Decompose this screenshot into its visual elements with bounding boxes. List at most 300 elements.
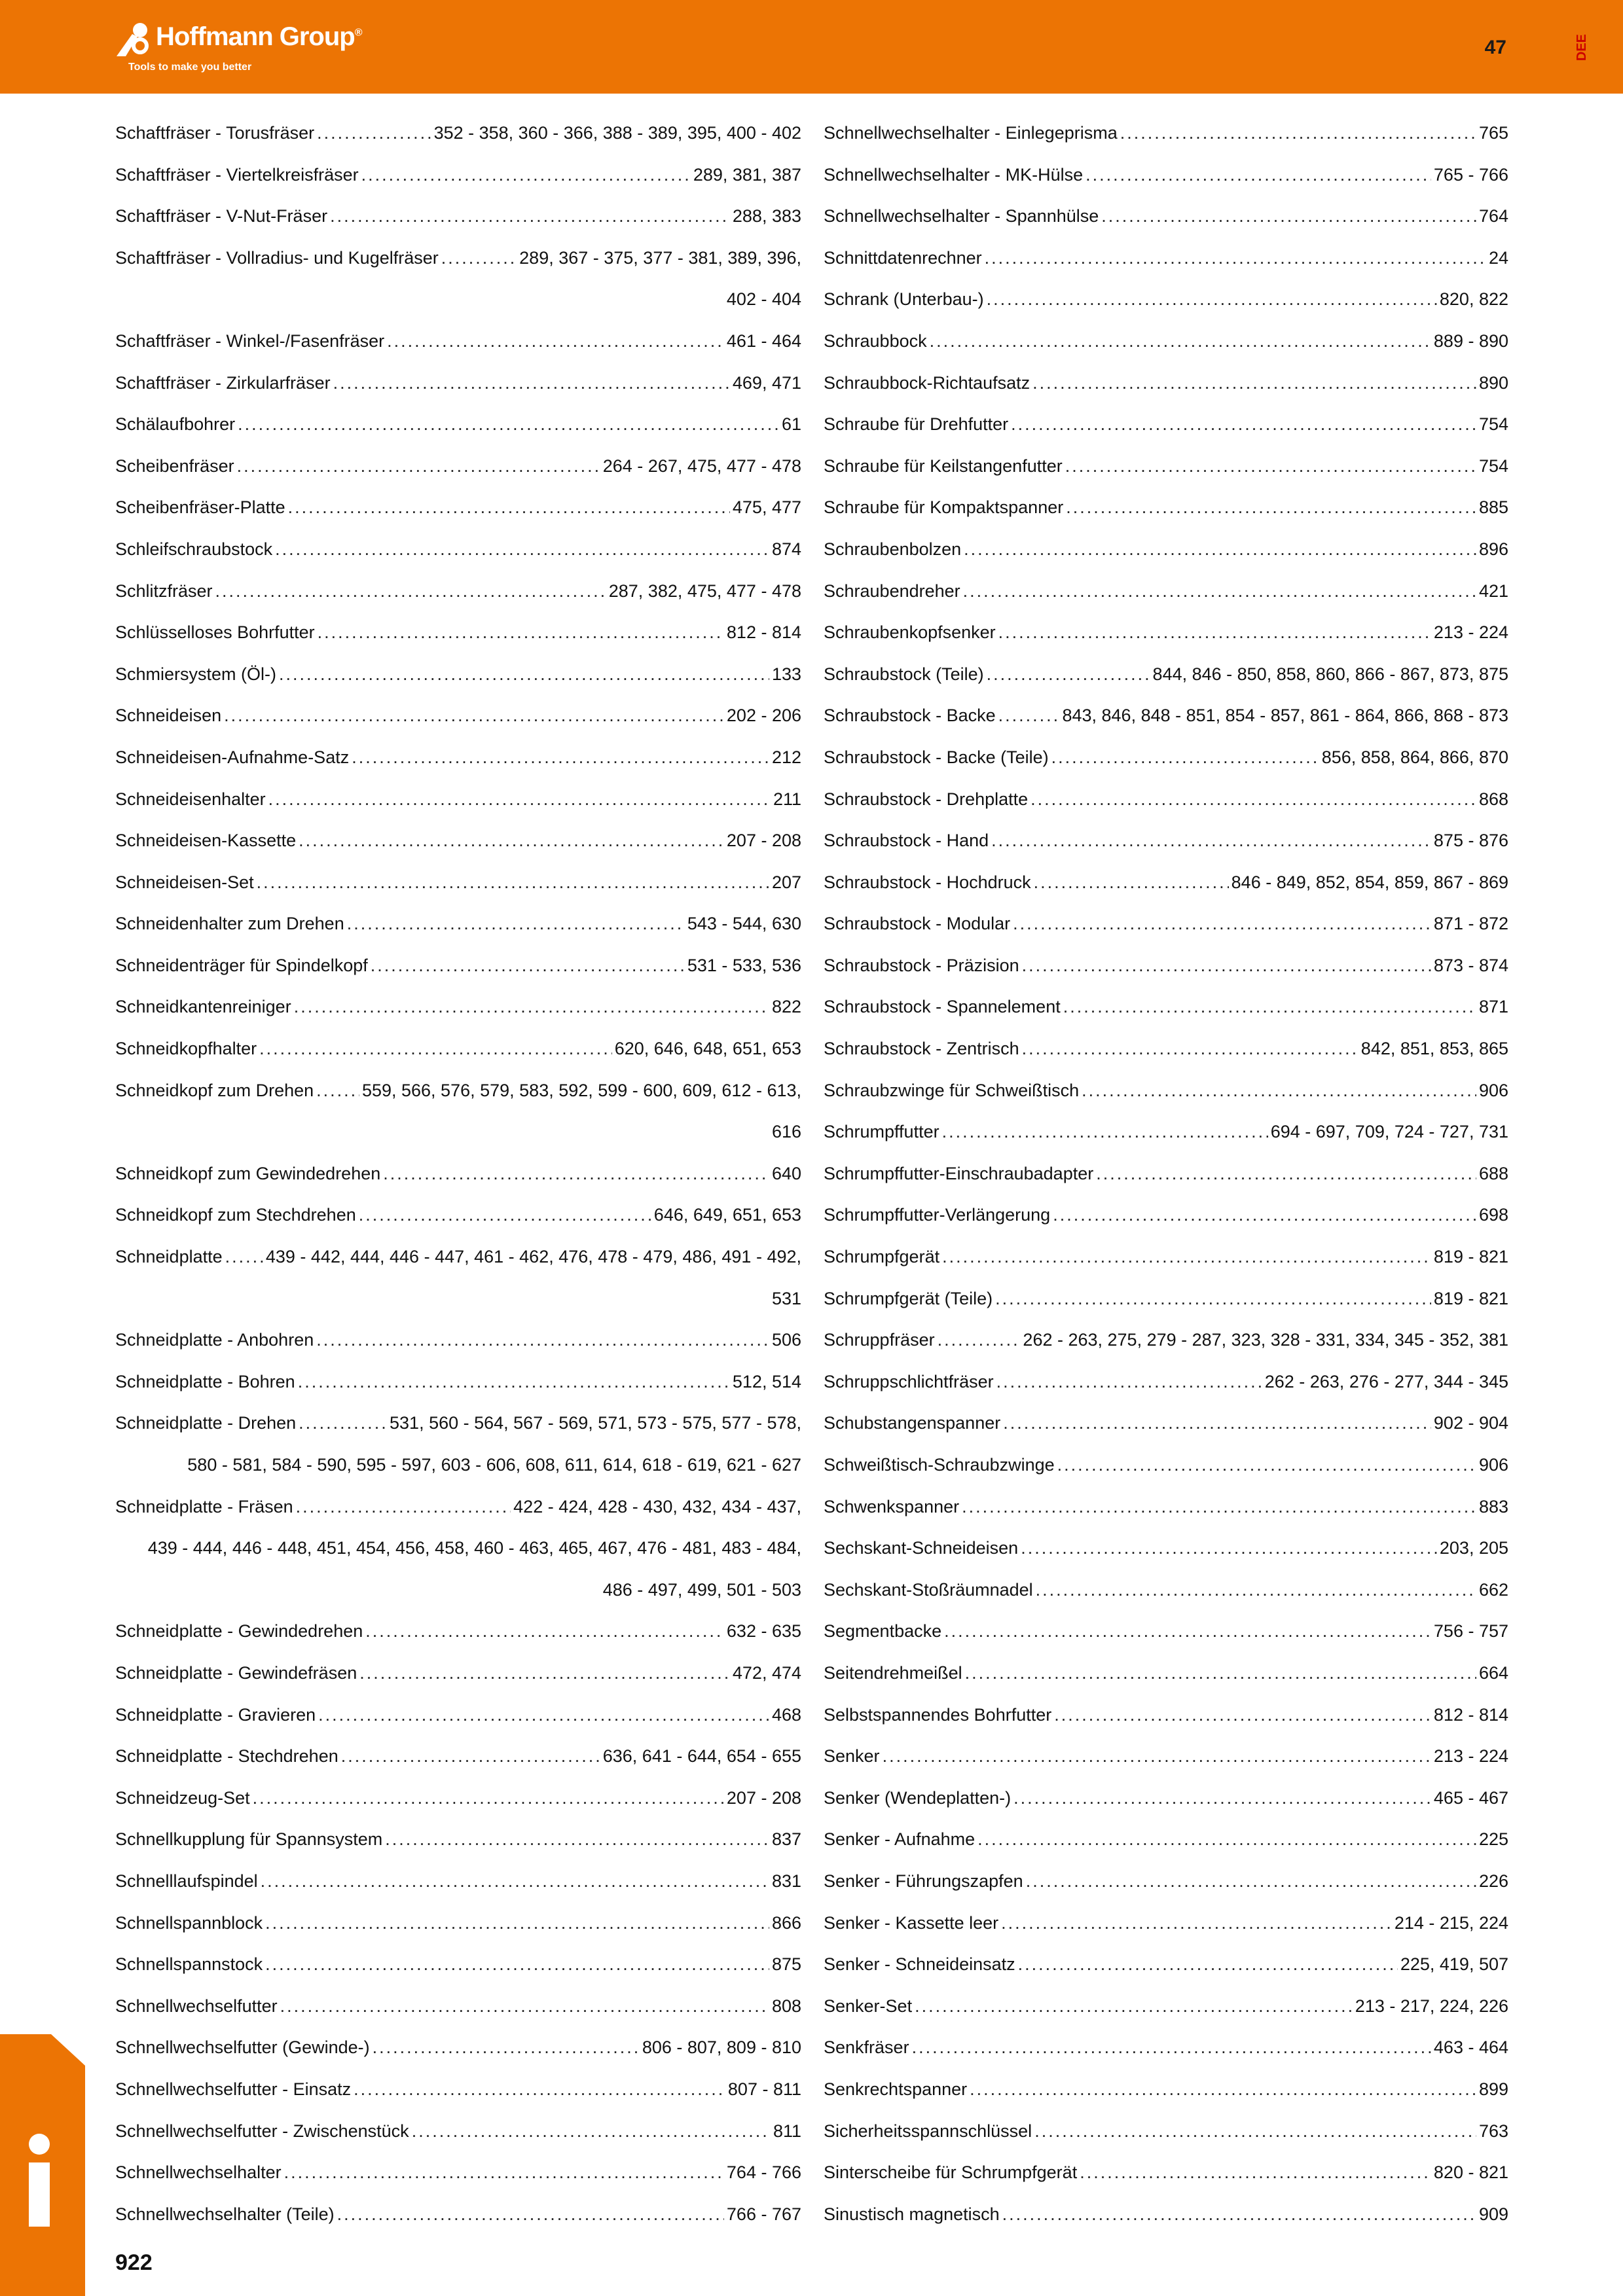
leader-dots bbox=[1036, 1570, 1476, 1611]
entry-term: Schneidkopf zum Gewindedrehen bbox=[115, 1163, 381, 1183]
entry-pages: 764 bbox=[1478, 206, 1508, 226]
entry-pages: 906 bbox=[1478, 1455, 1508, 1475]
leader-dots bbox=[1053, 1194, 1476, 1236]
entry-term: Schraubbock-Richtaufsatz bbox=[824, 372, 1030, 393]
leader-dots bbox=[987, 654, 1150, 696]
entry-term: Schraubstock - Spannelement bbox=[824, 997, 1061, 1017]
index-entry bbox=[824, 196, 1508, 238]
entry-term: Schnellwechselhalter bbox=[115, 2162, 282, 2183]
entry-term: Schaftfräser - Viertelkreisfräser bbox=[115, 164, 359, 185]
entry-pages: 909 bbox=[1478, 2204, 1508, 2224]
leader-dots bbox=[964, 529, 1476, 571]
entry-term: Schneidplatte - Gewindefräsen bbox=[115, 1662, 357, 1683]
index-entry bbox=[824, 404, 1508, 446]
index-entry bbox=[824, 238, 1508, 279]
entry-pages: 871 - 872 bbox=[1433, 914, 1508, 934]
entry-term: Schaftfräser - Torusfräser bbox=[115, 123, 315, 143]
brand-logo[interactable] bbox=[115, 18, 390, 79]
leader-dots bbox=[373, 2027, 640, 2069]
page-number: 922 bbox=[115, 2250, 153, 2275]
entry-pages: 765 bbox=[1478, 123, 1508, 143]
entry-pages: 866 bbox=[771, 1912, 801, 1933]
leader-dots bbox=[299, 820, 724, 862]
leader-dots bbox=[341, 1736, 600, 1778]
index-entry bbox=[115, 1736, 801, 1778]
entry-pages: 226 bbox=[1478, 1871, 1508, 1891]
entry-term: Senkfräser bbox=[824, 2037, 909, 2058]
leader-dots bbox=[279, 654, 769, 696]
entry-term: Schraubstock (Teile) bbox=[824, 664, 984, 684]
entry-pages: 875 - 876 bbox=[1433, 831, 1508, 851]
index-entry-continuation bbox=[115, 1528, 801, 1570]
entry-term: Schneidenhalter zum Drehen bbox=[115, 914, 344, 934]
index-entry bbox=[824, 1903, 1508, 1945]
entry-term: Schlitzfräser bbox=[115, 581, 213, 601]
entry-term: Schneidkopf zum Stechdrehen bbox=[115, 1205, 356, 1225]
hoffmann-logo-icon bbox=[115, 21, 155, 58]
leader-dots bbox=[1054, 1695, 1431, 1736]
entry-pages: 468 bbox=[771, 1704, 801, 1725]
leader-dots bbox=[365, 1611, 724, 1653]
index-entry bbox=[824, 1653, 1508, 1695]
entry-term: Schraubbock bbox=[824, 331, 927, 351]
leader-dots bbox=[280, 1986, 769, 2028]
leader-dots bbox=[259, 1028, 612, 1070]
entry-term: Senker - Führungszapfen bbox=[824, 1871, 1023, 1891]
leader-dots bbox=[1001, 1903, 1392, 1945]
index-entry bbox=[824, 695, 1508, 737]
leader-dots bbox=[383, 1153, 769, 1195]
entry-pages: 463 - 464 bbox=[1433, 2037, 1508, 2058]
entry-pages: 262 - 263, 276 - 277, 344 - 345 bbox=[1264, 1371, 1508, 1391]
entry-term: Schrumpfgerät bbox=[824, 1247, 940, 1267]
leader-dots bbox=[1065, 446, 1476, 488]
entry-pages: 469, 471 bbox=[732, 372, 801, 393]
entry-term: Sechskant-Stoßräumnadel bbox=[824, 1579, 1033, 1600]
entry-term: Schraubenkopfsenker bbox=[824, 622, 996, 643]
info-i-icon bbox=[10, 2134, 69, 2232]
leader-dots bbox=[1101, 196, 1476, 238]
index-entry bbox=[115, 154, 801, 196]
entry-pages: 288, 383 bbox=[732, 206, 801, 226]
entry-pages: 632 - 635 bbox=[726, 1621, 801, 1641]
entry-pages: 512, 514 bbox=[732, 1371, 801, 1391]
leader-dots bbox=[275, 529, 769, 571]
entry-term: Schneidkopf zum Drehen bbox=[115, 1080, 314, 1100]
entry-term: Scheibenfräser-Platte bbox=[115, 497, 285, 518]
entry-pages: 486 - 497, 499, 501 - 503 bbox=[602, 1579, 801, 1600]
index-entry bbox=[824, 154, 1508, 196]
entry-pages: 422 - 424, 428 - 430, 432, 434 - 437, bbox=[513, 1496, 801, 1516]
index-entry bbox=[824, 820, 1508, 862]
index-entry-continuation bbox=[115, 1570, 801, 1611]
leader-dots bbox=[1034, 2111, 1476, 2153]
leader-dots bbox=[317, 113, 431, 154]
entry-term: Schaftfräser - Zirkularfräser bbox=[115, 372, 331, 393]
index-entry bbox=[824, 1361, 1508, 1403]
leader-dots bbox=[977, 1819, 1476, 1861]
entry-pages: 214 - 215, 224 bbox=[1394, 1912, 1508, 1933]
entry-pages: 213 - 217, 224, 226 bbox=[1355, 1996, 1508, 2016]
entry-term: Schälaufbohrer bbox=[115, 414, 236, 435]
leader-dots bbox=[385, 1819, 769, 1861]
leader-dots bbox=[261, 1861, 769, 1903]
entry-pages: 846 - 849, 852, 854, 859, 867 - 869 bbox=[1231, 872, 1508, 892]
entry-term: Schrumpffutter-Verlängerung bbox=[824, 1205, 1051, 1225]
leader-dots bbox=[318, 612, 724, 654]
entry-term: Sinustisch magnetisch bbox=[824, 2204, 1000, 2224]
index-entry bbox=[824, 321, 1508, 363]
index-entry bbox=[824, 1278, 1508, 1320]
leader-dots bbox=[1013, 1778, 1431, 1820]
leader-dots bbox=[359, 1653, 730, 1695]
leader-dots bbox=[387, 321, 724, 363]
entry-pages: 763 bbox=[1478, 2121, 1508, 2141]
entry-pages: 754 bbox=[1478, 456, 1508, 476]
index-entry bbox=[115, 1236, 801, 1278]
entry-term: Schraubendreher bbox=[824, 581, 960, 601]
leader-dots bbox=[944, 1611, 1431, 1653]
leader-dots bbox=[1051, 737, 1319, 779]
index-entry bbox=[824, 1986, 1508, 2028]
index-entry-continuation bbox=[115, 1111, 801, 1153]
entry-term: Schraubstock - Hochdruck bbox=[824, 872, 1031, 892]
leader-dots bbox=[938, 1319, 1021, 1361]
entry-pages: 890 bbox=[1478, 372, 1508, 393]
entry-term: Schruppfräser bbox=[824, 1330, 935, 1350]
entry-pages: 764 - 766 bbox=[726, 2162, 801, 2183]
index-entry bbox=[115, 1653, 801, 1695]
leader-dots bbox=[883, 1736, 1431, 1778]
entry-term: Schaftfräser - V-Nut-Fräser bbox=[115, 206, 328, 226]
leader-dots bbox=[253, 1778, 724, 1820]
leader-dots bbox=[1063, 986, 1476, 1028]
index-entry bbox=[115, 2152, 801, 2194]
index-entry bbox=[115, 196, 801, 238]
index-entry bbox=[824, 945, 1508, 987]
entry-term: Schneideisen bbox=[115, 706, 222, 726]
entry-term: Scheibenfräser bbox=[115, 456, 234, 476]
entry-term: Schneidplatte - Anbohren bbox=[115, 1330, 314, 1350]
index-entry bbox=[824, 779, 1508, 821]
entry-term: Schmiersystem (Öl-) bbox=[115, 664, 277, 684]
entry-term: Schnelllaufspindel bbox=[115, 1871, 258, 1891]
entry-term: Schneideisen-Kassette bbox=[115, 831, 297, 851]
leader-dots bbox=[284, 2152, 724, 2194]
index-entry bbox=[824, 2111, 1508, 2153]
entry-pages: 896 bbox=[1478, 539, 1508, 559]
index-entry bbox=[115, 695, 801, 737]
index-entry bbox=[115, 1778, 801, 1820]
index-entry bbox=[824, 1153, 1508, 1195]
entry-term: Schaftfräser - Vollradius- und Kugelfräser bbox=[115, 247, 439, 268]
entry-term: Schnellspannstock bbox=[115, 1954, 263, 1975]
entry-term: Schnellwechselhalter - Einlegeprisma bbox=[824, 123, 1118, 143]
entry-term: Sicherheitsspannschlüssel bbox=[824, 2121, 1032, 2141]
index-entry bbox=[115, 737, 801, 779]
entry-term: Senker-Set bbox=[824, 1996, 913, 2016]
leader-dots bbox=[991, 820, 1431, 862]
entry-term: Schneidkantenreiniger bbox=[115, 997, 291, 1017]
entry-term: Sechskant-Schneideisen bbox=[824, 1538, 1019, 1558]
entry-pages: 531, 560 - 564, 567 - 569, 571, 573 - 575, 577 - 578, bbox=[390, 1413, 801, 1433]
index-entry bbox=[824, 1444, 1508, 1486]
entry-pages: 616 bbox=[771, 1122, 801, 1142]
entry-term: Schubstangenspanner bbox=[824, 1413, 1001, 1433]
entry-pages: 899 bbox=[1478, 2079, 1508, 2099]
entry-pages: 694 - 697, 709, 724 - 727, 731 bbox=[1270, 1122, 1508, 1142]
leader-dots bbox=[296, 1486, 511, 1528]
index-entry bbox=[115, 571, 801, 613]
entry-term: Schneidzeug-Set bbox=[115, 1787, 250, 1808]
index-entry bbox=[115, 945, 801, 987]
leader-dots bbox=[1082, 1070, 1476, 1112]
leader-dots bbox=[441, 238, 517, 279]
entry-term: Schraubenbolzen bbox=[824, 539, 962, 559]
entry-term: Schraubstock - Hand bbox=[824, 831, 989, 851]
index-entry bbox=[115, 1819, 801, 1861]
entry-term: Schneideisen-Set bbox=[115, 872, 254, 892]
entry-pages: 819 - 821 bbox=[1433, 1288, 1508, 1308]
leader-dots bbox=[371, 945, 685, 987]
index-entry bbox=[824, 1403, 1508, 1444]
index-entry-continuation bbox=[115, 279, 801, 321]
index-entry bbox=[115, 654, 801, 696]
entry-term: Schraubstock - Modular bbox=[824, 914, 1011, 934]
leader-dots bbox=[963, 571, 1476, 613]
entry-pages: 885 bbox=[1478, 497, 1508, 518]
index-entry bbox=[115, 1403, 801, 1444]
entry-pages: 640 bbox=[771, 1163, 801, 1183]
leader-dots bbox=[1018, 1944, 1398, 1986]
entry-term: Schrumpffutter-Einschraubadapter bbox=[824, 1163, 1094, 1183]
entry-pages: 806 - 807, 809 - 810 bbox=[642, 2037, 801, 2058]
entry-pages: 475, 477 bbox=[732, 497, 801, 518]
index-entry bbox=[824, 612, 1508, 654]
entry-pages: 202 - 206 bbox=[726, 706, 801, 726]
index-entry bbox=[824, 113, 1508, 154]
leader-dots bbox=[215, 571, 606, 613]
index-entry bbox=[115, 238, 801, 279]
index-entry bbox=[824, 529, 1508, 571]
leader-dots bbox=[359, 1194, 651, 1236]
entry-pages: 646, 649, 651, 653 bbox=[653, 1205, 801, 1225]
entry-pages: 662 bbox=[1478, 1579, 1508, 1600]
entry-pages: 439 - 442, 444, 446 - 447, 461 - 462, 476, 478 - 479, 486, 491 - 492, bbox=[265, 1247, 801, 1267]
index-entry bbox=[115, 1028, 801, 1070]
index-entry bbox=[824, 1861, 1508, 1903]
entry-pages: 883 bbox=[1478, 1496, 1508, 1516]
leader-dots bbox=[361, 154, 691, 196]
leader-dots bbox=[970, 2069, 1476, 2111]
index-entry bbox=[824, 862, 1508, 904]
leader-dots bbox=[224, 695, 724, 737]
entry-pages: 765 - 766 bbox=[1433, 164, 1508, 185]
leader-dots bbox=[225, 1236, 263, 1278]
index-entry bbox=[824, 2069, 1508, 2111]
index-entry bbox=[115, 1861, 801, 1903]
leader-dots bbox=[942, 1236, 1431, 1278]
entry-pages: 559, 566, 576, 579, 583, 592, 599 - 600, 609, 612 - 613, bbox=[361, 1080, 801, 1100]
leader-dots bbox=[996, 1361, 1262, 1403]
entry-pages: 213 - 224 bbox=[1433, 1746, 1508, 1767]
leader-dots bbox=[1022, 1028, 1359, 1070]
index-entry bbox=[824, 1028, 1508, 1070]
leader-dots bbox=[412, 2111, 771, 2153]
index-entry bbox=[824, 1570, 1508, 1611]
index-entry bbox=[824, 737, 1508, 779]
index-entry bbox=[824, 1736, 1508, 1778]
index-entry bbox=[824, 986, 1508, 1028]
leader-dots bbox=[316, 1319, 769, 1361]
index-entry bbox=[824, 2152, 1508, 2194]
index-entry bbox=[115, 1319, 801, 1361]
leader-dots bbox=[987, 279, 1437, 321]
leader-dots bbox=[1022, 945, 1431, 987]
index-entry bbox=[115, 2111, 801, 2153]
entry-term: Schnellwechselhalter - Spannhülse bbox=[824, 206, 1099, 226]
entry-pages: 812 - 814 bbox=[1433, 1704, 1508, 1725]
leader-dots bbox=[1120, 113, 1476, 154]
leader-dots bbox=[995, 1278, 1431, 1320]
index-entry bbox=[115, 113, 801, 154]
entry-pages: 580 - 581, 584 - 590, 595 - 597, 603 - 606, 608, 611, 614, 618 - 619, 621 - 627 bbox=[187, 1455, 801, 1475]
leader-dots bbox=[316, 1070, 359, 1112]
entry-term: Seitendrehmeißel bbox=[824, 1662, 962, 1683]
entry-pages: 811 bbox=[773, 2121, 801, 2141]
leader-dots bbox=[1034, 862, 1229, 904]
leader-dots bbox=[1002, 2194, 1476, 2236]
leader-dots bbox=[1030, 779, 1476, 821]
entry-pages: 808 bbox=[771, 1996, 801, 2016]
index-entry bbox=[115, 986, 801, 1028]
entry-term: Schneidplatte - Stechdrehen bbox=[115, 1746, 338, 1767]
entry-pages: 207 bbox=[771, 872, 801, 892]
entry-term: Senker - Kassette leer bbox=[824, 1912, 999, 1933]
leader-dots bbox=[299, 1403, 387, 1444]
entry-term: Schneidplatte - Gewindedrehen bbox=[115, 1621, 363, 1641]
entry-term: Schraubstock - Präzision bbox=[824, 955, 1019, 975]
leader-dots bbox=[965, 1653, 1476, 1695]
index-entry bbox=[824, 1319, 1508, 1361]
entry-pages: 822 bbox=[771, 997, 801, 1017]
entry-pages: 831 bbox=[771, 1871, 801, 1891]
index-entry bbox=[824, 1778, 1508, 1820]
entry-term: Schlüsselloses Bohrfutter bbox=[115, 622, 315, 643]
entry-pages: 698 bbox=[1478, 1205, 1508, 1225]
index-entry bbox=[115, 862, 801, 904]
index-entry bbox=[824, 1695, 1508, 1736]
entry-pages: 531 - 533, 536 bbox=[687, 955, 801, 975]
index-entry bbox=[824, 487, 1508, 529]
entry-pages: 289, 367 - 375, 377 - 381, 389, 396, bbox=[519, 247, 801, 268]
index-column-left bbox=[115, 113, 801, 2235]
index-entry bbox=[115, 1944, 801, 1986]
entry-term: Senker bbox=[824, 1746, 880, 1767]
entry-term: Senker - Schneideinsatz bbox=[824, 1954, 1015, 1975]
leader-dots bbox=[1021, 1528, 1437, 1570]
entry-term: Schnellwechselhalter (Teile) bbox=[115, 2204, 335, 2224]
index-entry bbox=[115, 363, 801, 404]
leader-dots bbox=[942, 1111, 1268, 1153]
index-entry bbox=[115, 2069, 801, 2111]
entry-term: Schraubzwinge für Schweißtisch bbox=[824, 1080, 1080, 1100]
leader-dots bbox=[985, 238, 1486, 279]
entry-term: Schleifschraubstock bbox=[115, 539, 273, 559]
index-entry bbox=[824, 363, 1508, 404]
entry-term: Schneidkopfhalter bbox=[115, 1039, 257, 1059]
brand-name: Hoffmann Group® bbox=[156, 22, 362, 51]
entry-term: Schraube für Kompaktspanner bbox=[824, 497, 1064, 518]
entry-pages: 842, 851, 853, 865 bbox=[1360, 1039, 1508, 1059]
index-entry bbox=[115, 1903, 801, 1945]
index-entry bbox=[115, 1695, 801, 1736]
index-entry bbox=[824, 903, 1508, 945]
entry-pages: 24 bbox=[1488, 247, 1508, 268]
index-entry bbox=[115, 779, 801, 821]
entry-pages: 820, 822 bbox=[1439, 289, 1508, 310]
leader-dots bbox=[354, 2069, 725, 2111]
entry-pages: 287, 382, 475, 477 - 478 bbox=[608, 581, 801, 601]
entry-pages: 421 bbox=[1478, 581, 1508, 601]
leader-dots bbox=[962, 1486, 1476, 1528]
leader-dots bbox=[1013, 903, 1431, 945]
entry-term: Schnittdatenrechner bbox=[824, 247, 982, 268]
leader-dots bbox=[1003, 1403, 1431, 1444]
entry-pages: 807 - 811 bbox=[727, 2079, 801, 2099]
leader-dots bbox=[347, 903, 685, 945]
entry-pages: 875 bbox=[771, 1954, 801, 1975]
header-page-number: 47 bbox=[1484, 37, 1506, 58]
entry-term: Schwenkspanner bbox=[824, 1496, 960, 1516]
entry-pages: 871 bbox=[1478, 997, 1508, 1017]
entry-pages: 402 - 404 bbox=[726, 289, 801, 310]
leader-dots bbox=[330, 196, 730, 238]
entry-term: Schraube für Keilstangenfutter bbox=[824, 456, 1063, 476]
index-entry bbox=[115, 321, 801, 363]
leader-dots bbox=[257, 862, 769, 904]
language-code: DEE bbox=[1575, 34, 1589, 62]
index-entry bbox=[115, 1486, 801, 1528]
entry-pages: 461 - 464 bbox=[726, 331, 801, 351]
entry-pages: 889 - 890 bbox=[1433, 331, 1508, 351]
entry-pages: 211 bbox=[773, 789, 801, 809]
entry-term: Schnellwechselfutter (Gewinde-) bbox=[115, 2037, 370, 2058]
entry-pages: 843, 846, 848 - 851, 854 - 857, 861 - 864, 866, 868 - 873 bbox=[1062, 706, 1508, 726]
index-entry bbox=[824, 446, 1508, 488]
index-entry bbox=[824, 654, 1508, 696]
entry-term: Senkrechtspanner bbox=[824, 2079, 968, 2099]
entry-term: Schraube für Drehfutter bbox=[824, 414, 1009, 435]
index-entry bbox=[824, 1194, 1508, 1236]
entry-term: Schnellwechselfutter - Zwischenstück bbox=[115, 2121, 409, 2141]
leader-dots bbox=[333, 363, 730, 404]
entry-term: Schneidenträger für Spindelkopf bbox=[115, 955, 368, 975]
entry-pages: 873 - 874 bbox=[1433, 955, 1508, 975]
entry-term: Schraubstock - Drehplatte bbox=[824, 789, 1029, 809]
entry-pages: 289, 381, 387 bbox=[693, 164, 801, 185]
index-entry bbox=[115, 529, 801, 571]
entry-pages: 213 - 224 bbox=[1433, 622, 1508, 643]
index-entry bbox=[824, 1944, 1508, 1986]
leader-dots bbox=[237, 446, 600, 488]
entry-pages: 856, 858, 864, 866, 870 bbox=[1321, 747, 1508, 767]
index-entry bbox=[824, 1111, 1508, 1153]
entry-pages: 61 bbox=[781, 414, 801, 435]
index-entry bbox=[824, 1070, 1508, 1112]
entry-pages: 620, 646, 648, 651, 653 bbox=[614, 1039, 801, 1059]
leader-dots bbox=[238, 404, 779, 446]
